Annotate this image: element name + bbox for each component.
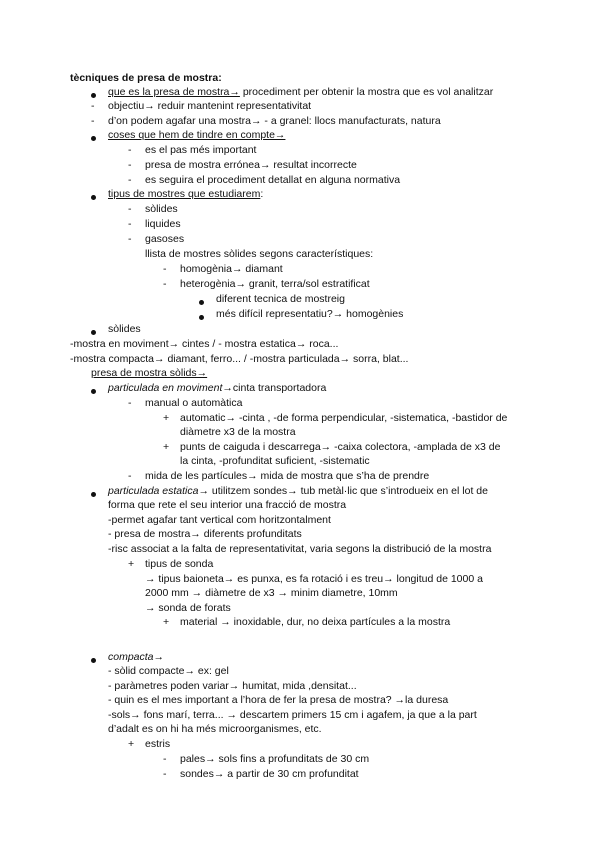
compact-term: compacta [108, 651, 154, 663]
tools-item: estris [145, 738, 171, 750]
compact-particulate-line: -mostra compacta→ diamant, ferro... / -mostra particulada→ sorra, blat... [70, 353, 409, 365]
consideration-item: es el pas més important [145, 144, 257, 156]
dash-marker: - [163, 278, 167, 290]
plus-marker: + [163, 412, 170, 424]
bullet-icon [91, 487, 96, 501]
probe-types-item: tipus de sonda [145, 558, 214, 570]
static-particulate-cont: forma que rete el seu interior una fracció de mostra [108, 499, 347, 511]
definition-text: procediment per obtenir la mostra que es vol analitzar [239, 86, 494, 98]
heterogeneous-item: heterogènia→ granit, terra/sol estratificat [180, 278, 370, 290]
solid-list-intro: llista de mostres sòlides segons característiques: [145, 248, 374, 260]
material-item: material → inoxidable, dur, no deixa partícules a la mostra [180, 616, 451, 628]
drop-points-item-cont: la cinta, -profunditat suficient, -sistematic [180, 455, 370, 467]
compact-line [108, 650, 164, 664]
dash-marker: - [128, 470, 132, 482]
page-title: tècniques de presa de mostra: [70, 72, 222, 84]
bullet-icon [91, 653, 96, 667]
sample-type-item: gasoses [145, 233, 185, 245]
definition-line [108, 85, 493, 99]
sample-types-colon: : [260, 188, 264, 200]
bullet-icon [199, 310, 204, 324]
source-line: d’on podem agafar una mostra→ - a granel: llocs manufacturats, natura [108, 115, 441, 127]
compact-detail: - paràmetres poden variar→ humitat, mida ,densitat... [108, 680, 357, 692]
plus-marker: + [128, 738, 135, 750]
definition-term: que es la presa de mostra→ [108, 86, 240, 98]
objective-line: objectiu→ reduir mantenint representativitat [108, 100, 312, 112]
dash-marker: - [91, 100, 95, 112]
static-particulate-text: → utilitzem sondes→ tub metàl·lic que s’introdueix en el lot de [198, 485, 488, 497]
moving-particulate-term: particulada en moviment [108, 382, 223, 394]
compact-detail: - quin es el mes important a l’hora de fer la presa de mostra? →la duresa [108, 694, 449, 706]
compact-detail: -sols→ fons marí, terra... → descartem primers 15 cm i agafem, ja que a la part [108, 709, 477, 721]
tool-item: pales→ sols fins a profunditats de 30 cm [180, 753, 370, 765]
static-particulate-cont: -risc associat a la falta de representativitat, varia segons la distribució de la mostra [108, 543, 492, 555]
plus-marker: + [163, 616, 170, 628]
dash-marker: - [128, 159, 132, 171]
compact-detail: - sòlid compacte→ ex: gel [108, 665, 229, 677]
static-particulate-line [108, 484, 488, 498]
sample-type-item: sòlides [145, 203, 178, 215]
moving-static-line: -mostra en moviment→ cintes / - mostra estatica→ roca... [70, 338, 339, 350]
sample-type-item: liquides [145, 218, 181, 230]
automatic-item-cont: diàmetre x3 de la mostra [180, 426, 296, 438]
consideration-item: es seguira el procediment detallat en alguna normativa [145, 174, 401, 186]
dash-marker: - [128, 203, 132, 215]
probe-type-line: → tipus baioneta→ es punxa, es fa rotació i es treu→ longitud de 1000 a [145, 573, 483, 585]
plus-marker: + [163, 441, 170, 453]
dash-marker: - [91, 115, 95, 127]
dash-marker: - [163, 768, 167, 780]
static-particulate-cont: -permet agafar tant vertical com horitzontalment [108, 514, 331, 526]
particle-size-item: mida de les partícules→ mida de mostra que s’ha de prendre [145, 470, 430, 482]
compact-arrow: → [153, 651, 165, 663]
heterogeneous-note: més difícil representatiu?→ homogènies [216, 308, 404, 320]
bullet-icon [199, 295, 204, 309]
dash-marker: - [128, 144, 132, 156]
plus-marker: + [128, 558, 135, 570]
manual-auto-item: manual o automàtica [145, 397, 243, 409]
considerations-heading: coses que hem de tindre en compte→ [108, 129, 286, 141]
sample-types-heading [108, 187, 263, 201]
bullet-icon [91, 190, 96, 204]
probe-type-line: 2000 mm → diàmetre de x3 → minim diametre, 10mm [145, 587, 398, 599]
static-particulate-term: particulada estatica [108, 485, 199, 497]
dash-marker: - [128, 218, 132, 230]
dash-marker: - [128, 233, 132, 245]
automatic-item: automatic→ -cinta , -de forma perpendicular, -sistematica, -bastidor de [180, 412, 508, 424]
consideration-item: presa de mostra errónea→ resultat incorrecte [145, 159, 357, 171]
dash-marker: - [163, 753, 167, 765]
sample-types-term: tipus de mostres que estudiarem [108, 188, 261, 200]
drop-points-item: punts de caiguda i descarrega→ -caixa colectora, -amplada de x3 de [180, 441, 501, 453]
homogeneous-item: homogènia→ diamant [180, 263, 283, 275]
dash-marker: - [128, 174, 132, 186]
tool-item: sondes→ a partir de 30 cm profunditat [180, 768, 359, 780]
dash-marker: - [163, 263, 167, 275]
dash-marker: - [128, 397, 132, 409]
solids-sampling-heading: presa de mostra sòlids→ [91, 367, 208, 379]
solids-item: sòlides [108, 323, 141, 335]
static-particulate-cont: - presa de mostra→ diferents profunditats [108, 528, 302, 540]
bullet-icon [91, 131, 96, 145]
moving-particulate-line [108, 381, 326, 395]
moving-particulate-text: →cinta transportadora [222, 382, 327, 394]
heterogeneous-note: diferent tecnica de mostreig [216, 293, 345, 305]
compact-detail: d’adalt es on hi ha més microorganismes, etc. [108, 723, 322, 735]
bullet-icon [91, 384, 96, 398]
probe-type-line: → sonda de forats [145, 602, 231, 614]
